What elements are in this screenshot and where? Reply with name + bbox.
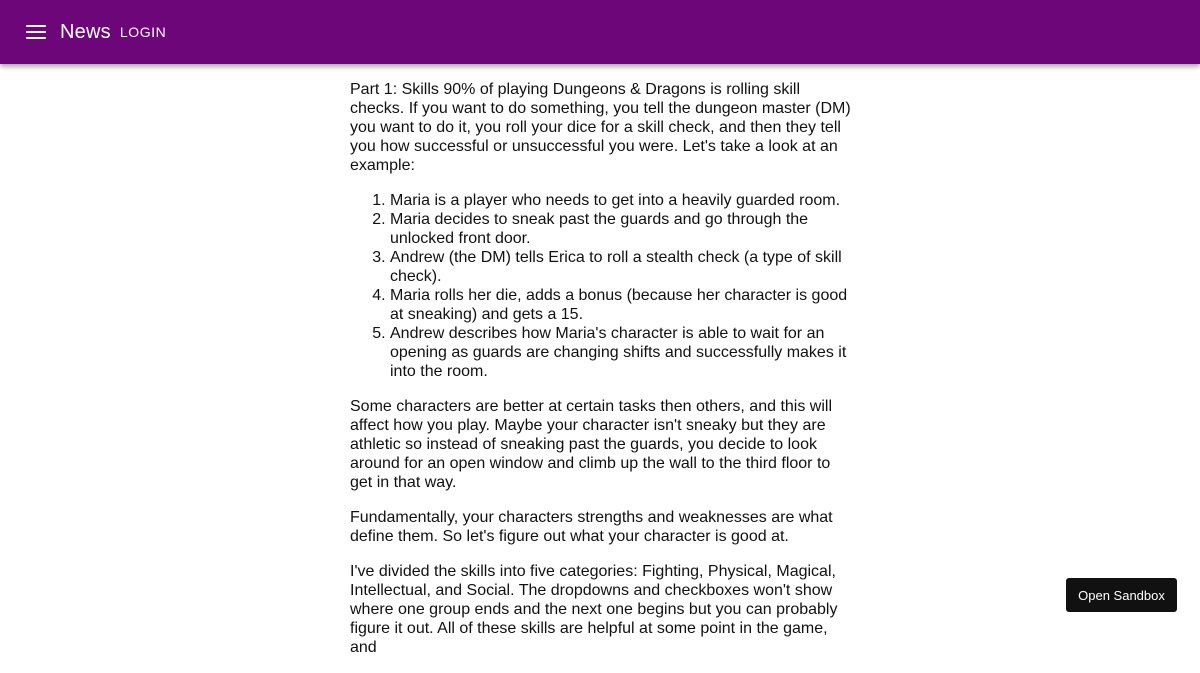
article-paragraph: Fundamentally, your characters strengths and weaknesses are what define them. So let's figure out what your character is good at. <box>350 509 833 545</box>
article-paragraph: Some characters are better at certain tasks then others, and this will affect how you play. Maybe your character isn't sneaky but they are athletic so instead of sneaking past the guards, you decide to look around for an open window and climb up the wall to the third floor to get in that way. <box>350 398 833 491</box>
open-sandbox-button[interactable]: Open Sandbox <box>1066 578 1177 612</box>
article-intro: Part 1: Skills 90% of playing Dungeons & Dragons is rolling skill checks. If you want to do something, you tell the dungeon master (DM) you want to do it, you roll your dice for a skill check, and then they tell you how successful or unsuccessful you were. Let's take a look at an example: <box>350 81 851 174</box>
list-item: 3. Andrew (the DM) tells Erica to roll a stealth check (a type of skill check). <box>390 248 852 286</box>
list-item: 5. Andrew describes how Maria's character is able to wait for an opening as guards are changing shifts and successfully makes it into the room. <box>390 324 852 381</box>
list-item: 1. Maria is a player who needs to get into a heavily guarded room. <box>390 191 852 210</box>
app-bar <box>0 0 1200 64</box>
list-item: 4. Maria rolls her die, adds a bonus (because her character is good at sneaking) and gets a 15. <box>390 286 852 324</box>
app-title: News <box>60 20 111 43</box>
article-content <box>350 80 852 673</box>
menu-icon <box>26 25 46 39</box>
menu-button[interactable] <box>12 8 60 56</box>
list-item: 2. Maria decides to sneak past the guards and go through the unlocked front door. <box>390 210 852 248</box>
article-paragraph: I've divided the skills into five categories: Fighting, Physical, Magical, Intellectual, and Social. The dropdowns and checkboxes won't show where one group ends and the next one begins but you can probably figure it out. All of these skills are helpful at some point in the game, and <box>350 563 838 656</box>
login-button[interactable]: LOGIN <box>119 24 167 40</box>
example-steps-list <box>390 191 852 381</box>
